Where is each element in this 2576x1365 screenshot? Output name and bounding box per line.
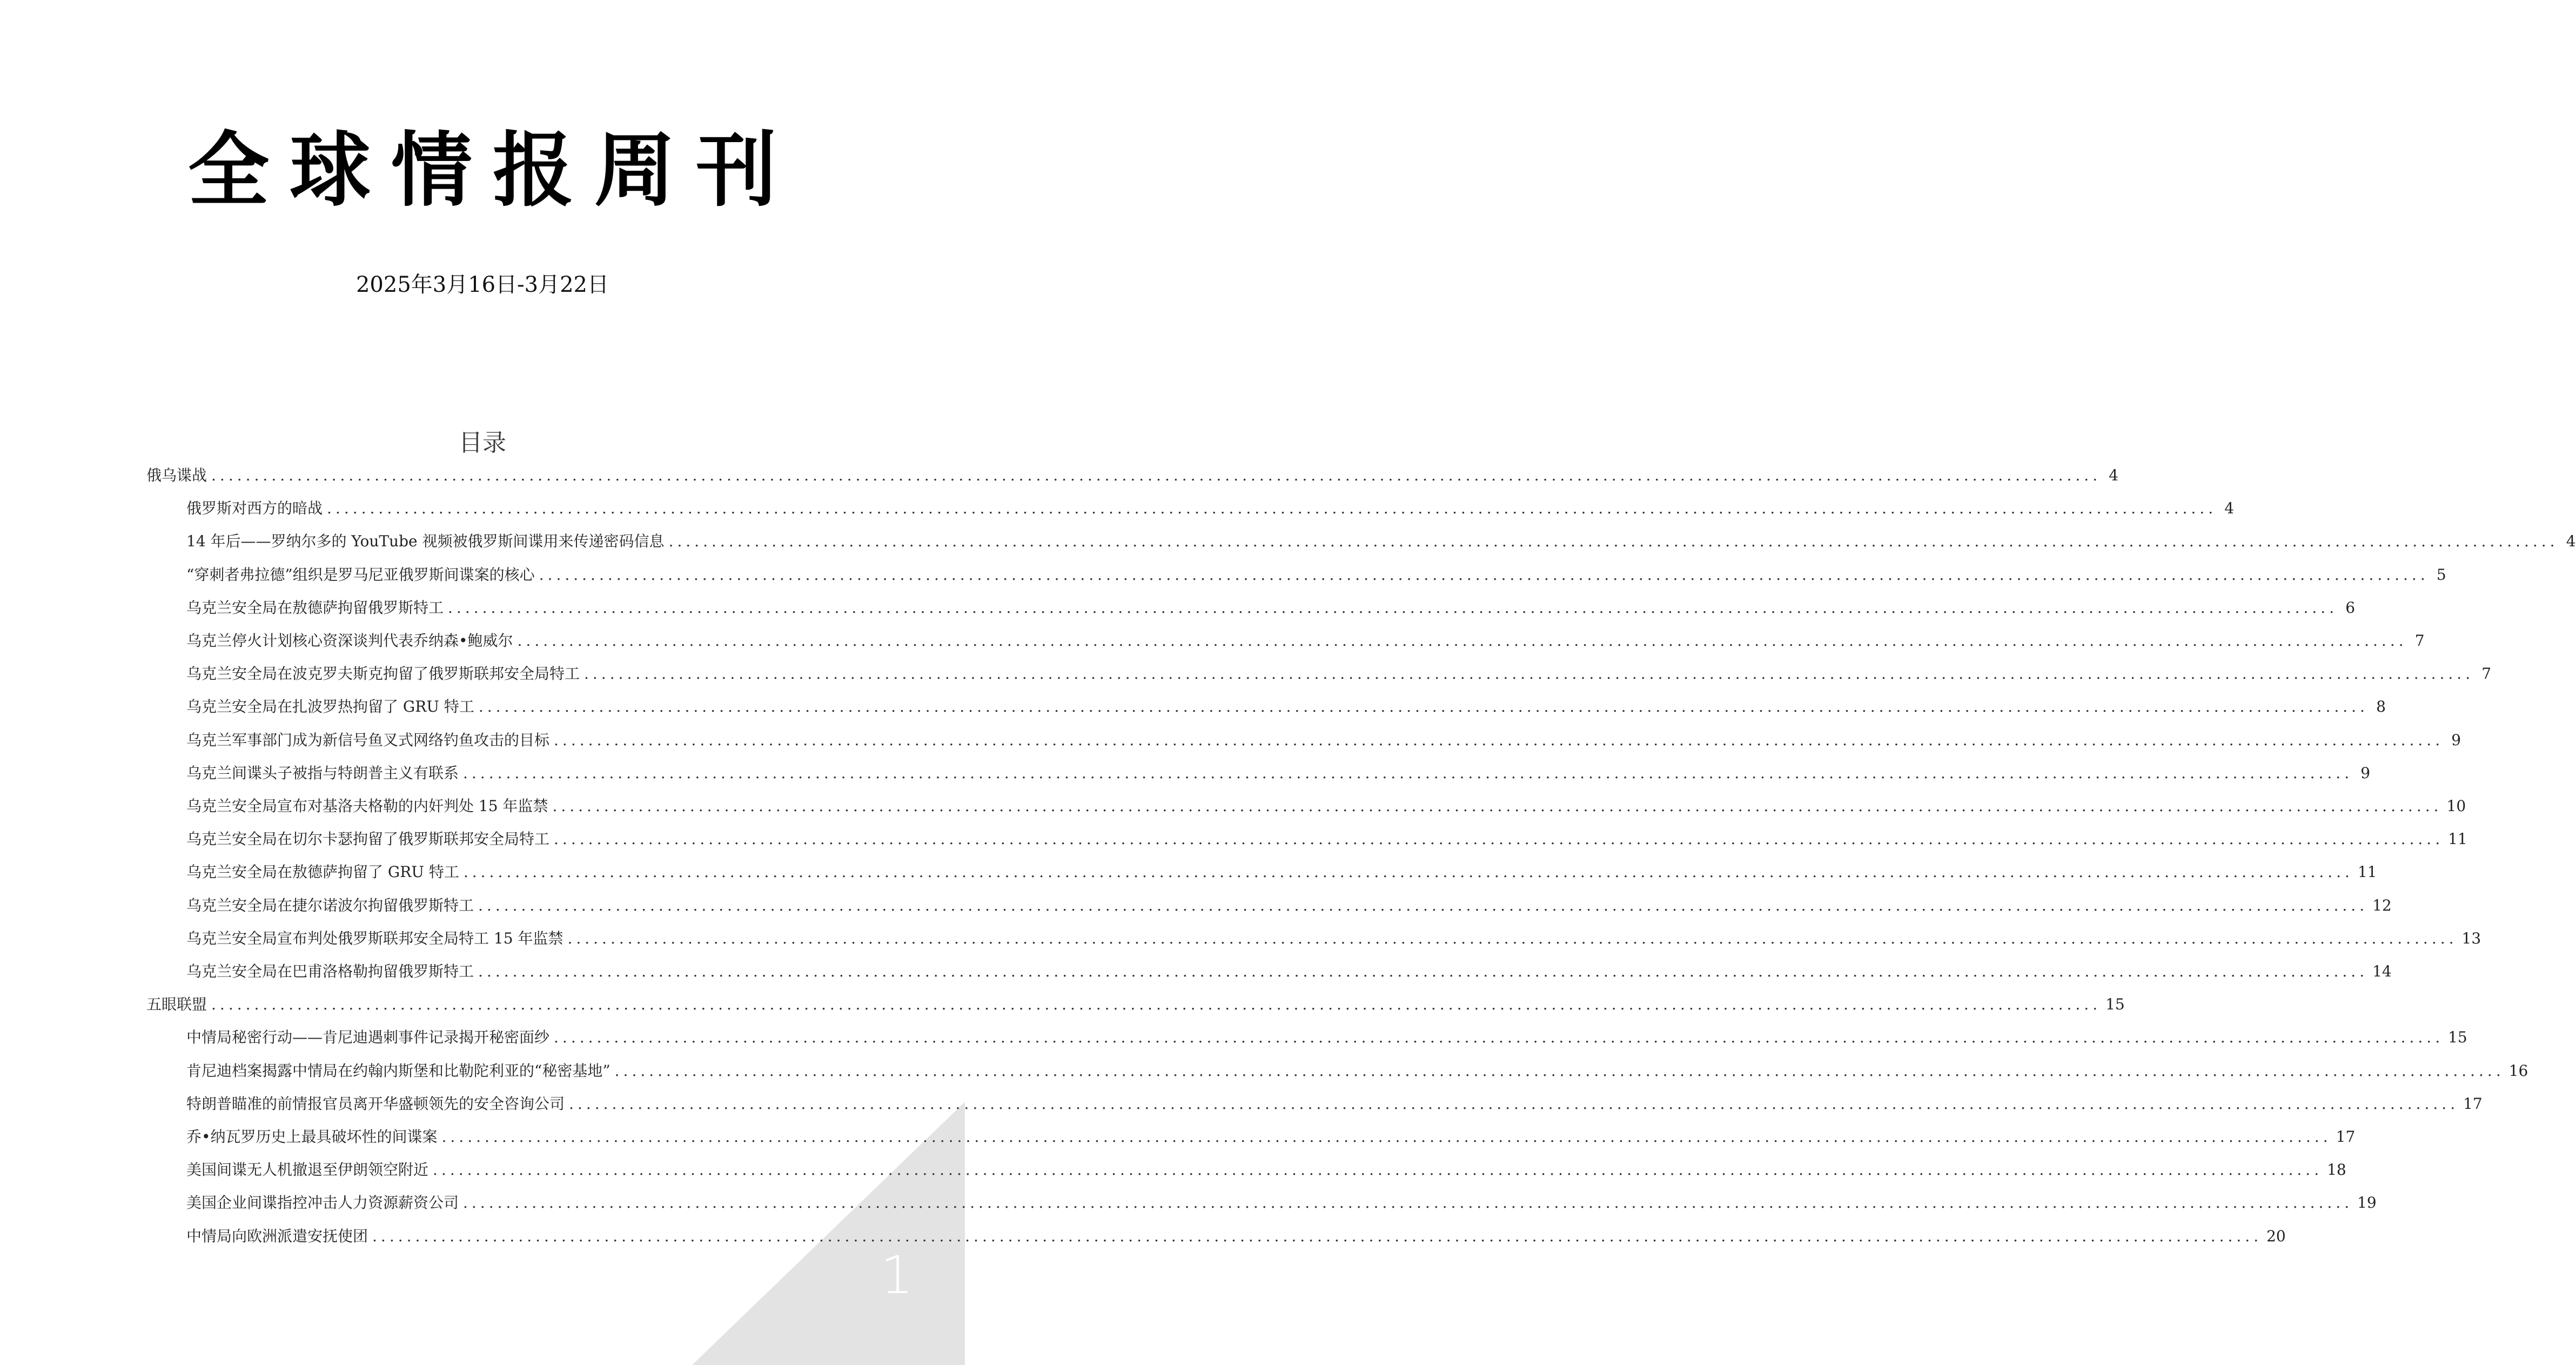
toc-entry-title: 乔•纳瓦罗历史上最具破坏性的间谍案 [186,1128,438,1146]
toc-entry-title: 乌克兰间谍头子被指与特朗普主义有联系 [186,764,459,782]
toc-entry[interactable] [186,760,2371,787]
toc-entry-title: 俄乌谍战 [146,466,207,484]
toc-entry[interactable] [186,1189,2377,1216]
toc-entry[interactable] [186,528,2576,555]
toc-entry[interactable] [186,727,2461,754]
toc-entry[interactable] [186,793,2466,820]
toc-dot-leader: ............................................................................................................................................................................................................................ [211,466,2102,484]
toc-dot-leader: ............................................................................................................................................................................................................................ [539,566,2429,584]
toc-entry-title: 肯尼迪档案揭露中情局在约翰内斯堡和比勒陀利亚的“秘密基地” [186,1062,611,1080]
toc-dot-leader: ............................................................................................................................................................................................................................ [327,499,2217,517]
toc-dot-leader: ............................................................................................................................................................................................................................ [554,731,2444,749]
toc-dot-leader: ............................................................................................................................................................................................................................ [463,863,2353,881]
toc-entry-title: 乌克兰安全局在敖德萨拘留了 GRU 特工 [186,863,459,881]
toc-dot-leader: ............................................................................................................................................................................................................................ [448,599,2338,617]
toc-entry-page-number: 17 [2463,1095,2483,1113]
toc-dot-leader: ............................................................................................................................................................................................................................ [211,995,2102,1013]
toc-entry[interactable] [186,892,2392,919]
toc-entry-title: 乌克兰安全局宣布判处俄罗斯联邦安全局特工 15 年监禁 [186,929,564,947]
toc-entry-title: 乌克兰安全局在敖德萨拘留俄罗斯特工 [186,599,444,617]
toc-dot-leader: ............................................................................................................................................................................................................................ [517,632,2407,650]
toc-entry-title: 五眼联盟 [146,995,207,1013]
toc-entry[interactable] [186,693,2386,720]
toc-entry[interactable] [186,561,2446,588]
toc-entry[interactable] [186,1156,2346,1183]
toc-dot-leader: ............................................................................................................................................................................................................................ [584,665,2474,682]
toc-entry[interactable] [186,826,2467,853]
toc-entry[interactable] [186,660,2492,687]
toc-dot-leader: ............................................................................................................................................................................................................................ [554,830,2444,848]
toc-entry-page-number: 13 [2461,929,2481,947]
toc-entry-page-number: 5 [2436,566,2446,584]
toc-dot-leader: ............................................................................................................................................................................................................................ [372,1227,2263,1245]
toc-entry-page-number: 10 [2446,797,2466,815]
toc-entry-title: 中情局向欧洲派遣安抚使团 [186,1227,368,1245]
toc-section-entry[interactable] [146,991,2125,1018]
toc-entry-title: “穿刺者弗拉德”组织是罗马尼亚俄罗斯间谍案的核心 [186,566,535,584]
toc-entry[interactable] [186,627,2425,654]
issue-date: 2025年3月16日-3月22日 [355,272,609,297]
toc-entry-page-number: 14 [2372,962,2392,980]
toc-entry-title: 乌克兰停火计划核心资深谈判代表乔纳森•鲍威尔 [186,632,513,650]
toc-entry-page-number: 4 [2224,499,2235,517]
toc-entry-page-number: 12 [2372,896,2392,914]
toc-entry[interactable] [186,1024,2467,1051]
toc-entry-page-number: 4 [2566,532,2576,550]
toc-dot-leader: ............................................................................................................................................................................................................................ [569,1095,2459,1113]
toc-entry-title: 乌克兰安全局宣布对基洛夫格勒的内奸判处 15 年监禁 [186,797,548,815]
toc-dot-leader: ............................................................................................................................................................................................................................ [614,1062,2505,1080]
toc-dot-leader: ............................................................................................................................................................................................................................ [552,797,2443,815]
toc-dot-leader: ............................................................................................................................................................................................................................ [463,764,2353,782]
toc-heading: 目录 [459,429,506,457]
toc-dot-leader: ............................................................................................................................................................................................................................ [567,929,2458,947]
toc-entry-title: 美国企业间谍指控冲击人力资源薪资公司 [186,1194,459,1212]
toc-entry-page-number: 6 [2345,599,2356,617]
toc-entry-title: 乌克兰安全局在扎波罗热拘留了 GRU 特工 [186,698,474,715]
toc-dot-leader: ............................................................................................................................................................................................................................ [478,962,2369,980]
toc-entry[interactable] [186,1058,2528,1085]
page-number: 1 [880,1245,914,1306]
toc-entry-page-number: 19 [2357,1194,2377,1212]
toc-entry-title: 特朗普瞄准的前情报官员离开华盛顿领先的安全咨询公司 [186,1095,565,1113]
toc-entry[interactable] [186,958,2392,985]
toc-entry[interactable] [186,1123,2356,1150]
toc-dot-leader: ............................................................................................................................................................................................................................ [478,896,2369,914]
toc-entry-title: 乌克兰安全局在波克罗夫斯克拘留了俄罗斯联邦安全局特工 [186,665,580,682]
toc-entry-page-number: 11 [2448,830,2467,848]
toc-section-entry[interactable] [146,462,2119,489]
toc-entry-page-number: 15 [2448,1028,2467,1046]
toc-entry-title: 美国间谍无人机撤退至伊朗领空附近 [186,1161,429,1179]
toc-entry-page-number: 16 [2508,1062,2528,1080]
toc-entry-page-number: 9 [2360,764,2371,782]
toc-entry-title: 乌克兰军事部门成为新信号鱼叉式网络钓鱼攻击的目标 [186,731,550,749]
toc-entry-page-number: 17 [2336,1128,2356,1146]
toc-entry-page-number: 7 [2414,632,2425,650]
toc-dot-leader: ............................................................................................................................................................................................................................ [478,698,2369,715]
toc-entry[interactable] [186,859,2377,886]
toc-dot-leader: ............................................................................................................................................................................................................................ [463,1194,2353,1212]
toc-entry-page-number: 4 [2109,466,2119,484]
toc-dot-leader: ............................................................................................................................................................................................................................ [441,1128,2332,1146]
toc-entry-page-number: 7 [2481,665,2492,682]
toc-entry-title: 中情局秘密行动——肯尼迪遇刺事件记录揭开秘密面纱 [186,1028,550,1046]
toc-entry-page-number: 8 [2376,698,2386,715]
toc-entry-title: 乌克兰安全局在巴甫洛格勒拘留俄罗斯特工 [186,962,474,980]
toc-entry-page-number: 9 [2451,731,2461,749]
toc-entry-page-number: 15 [2105,995,2125,1013]
toc-entry-page-number: 18 [2327,1161,2346,1179]
toc-entry-title: 乌克兰安全局在切尔卡瑟拘留了俄罗斯联邦安全局特工 [186,830,550,848]
toc-entry[interactable] [186,495,2235,522]
toc-entry-title: 乌克兰安全局在捷尔诺波尔拘留俄罗斯特工 [186,896,474,914]
toc-entry-title: 14 年后——罗纳尔多的 YouTube 视频被俄罗斯间谍用来传递密码信息 [186,532,665,550]
toc-entry-page-number: 20 [2266,1227,2286,1245]
toc-entry[interactable] [186,1090,2483,1118]
masthead-title: 全球情报周刊 [187,123,797,218]
toc-dot-leader: ............................................................................................................................................................................................................................ [668,532,2559,550]
toc-entry[interactable] [186,925,2481,952]
toc-entry-page-number: 11 [2357,863,2377,881]
toc-entry-title: 俄罗斯对西方的暗战 [186,499,323,517]
toc-entry[interactable] [186,594,2356,621]
toc-dot-leader: ............................................................................................................................................................................................................................ [554,1028,2444,1046]
toc-dot-leader: ............................................................................................................................................................................................................................ [433,1161,2323,1179]
toc-entry[interactable] [186,1223,2286,1250]
